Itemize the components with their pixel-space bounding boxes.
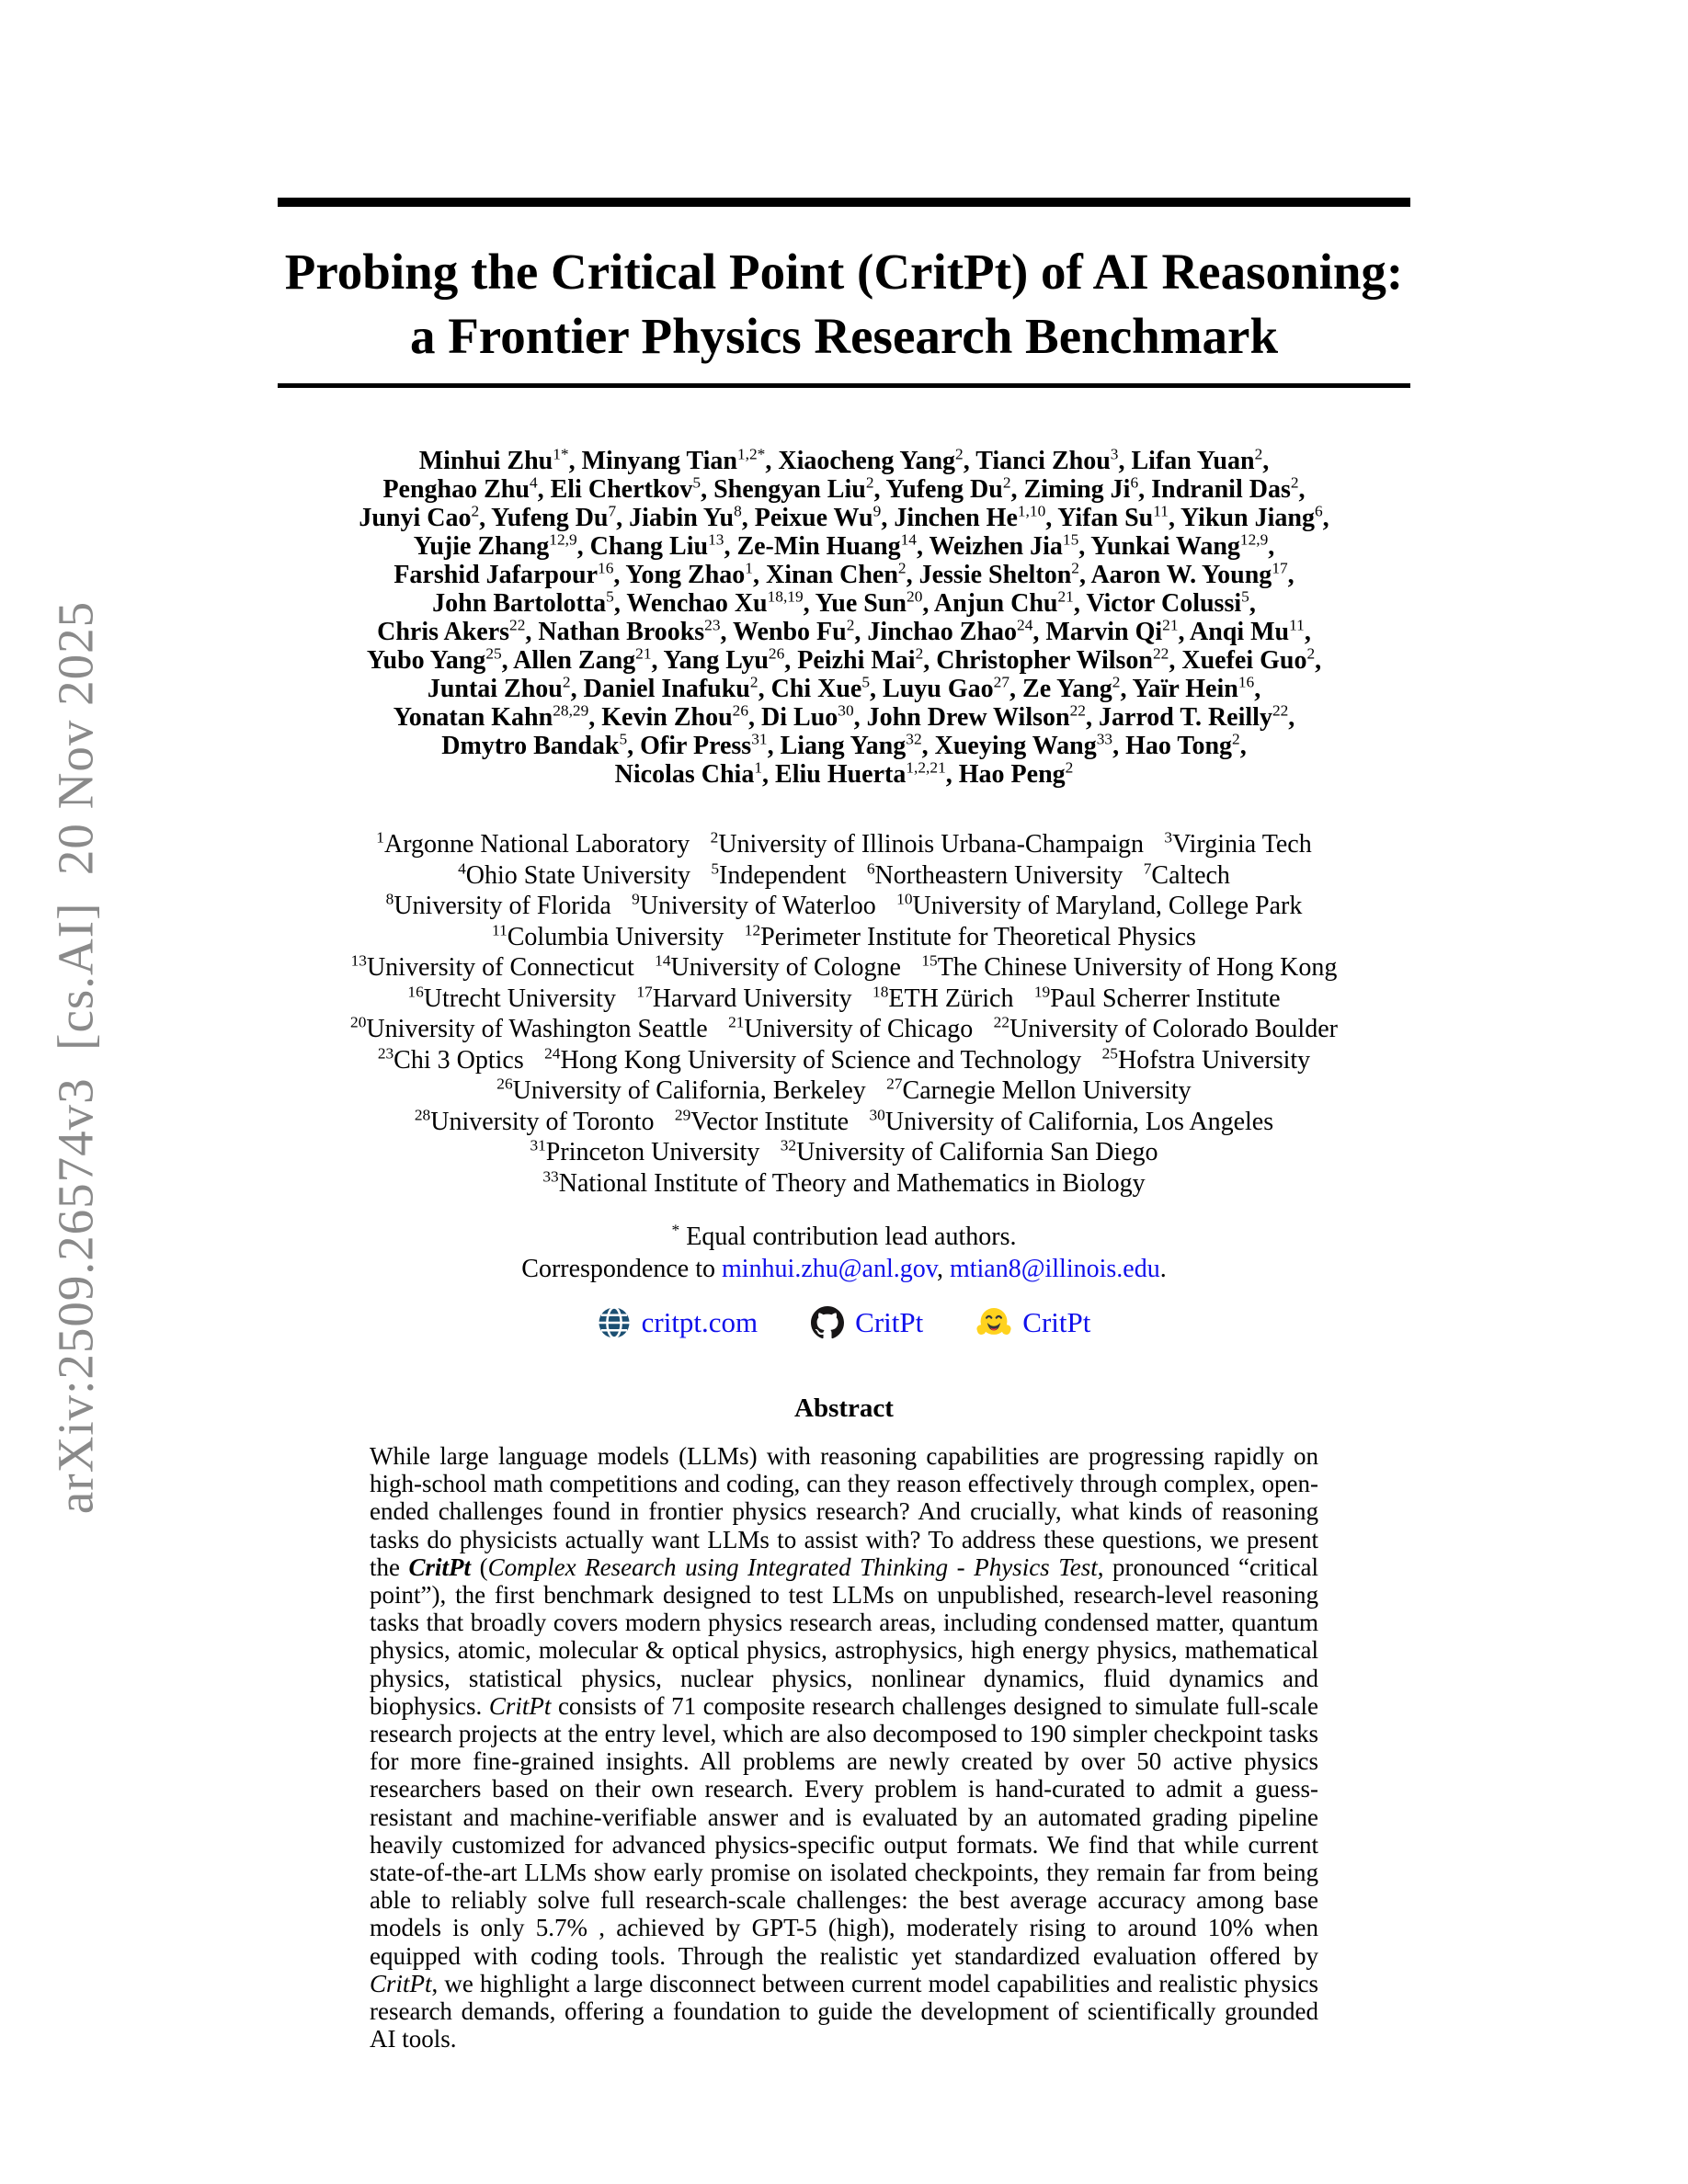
author-name: Weizhen Jia$^{15}$ [929, 530, 1079, 561]
author-name: Chang Liu$^{13}$ [589, 530, 724, 561]
author-affiliation-superscript: 2 [1002, 473, 1011, 492]
affiliation-line [278, 891, 1410, 922]
affiliation: $^{32}$University of California San Diego [780, 1136, 1158, 1166]
abstract-segment: CritPt [408, 1553, 472, 1581]
affiliation-number-superscript: 10 [896, 890, 913, 908]
affiliation-number-superscript: 11 [492, 921, 508, 939]
affiliation-number-superscript: 21 [728, 1013, 745, 1031]
abstract-text [370, 1442, 1318, 2053]
author-affiliation-superscript: 12,9 [549, 530, 577, 549]
equal-contribution-note [278, 1221, 1410, 1253]
author-name: Nicolas Chia$^1$ [614, 758, 763, 789]
author-name: Shengyan Liu$^2$ [713, 473, 874, 504]
author-name: Wenbo Fu$^2$ [733, 616, 855, 646]
author-affiliation-superscript: 5 [606, 587, 614, 606]
affiliation-number-superscript: 3 [1164, 828, 1173, 847]
author-affiliation-superscript: 16 [598, 559, 614, 577]
author-affiliation-superscript: 2 [1254, 445, 1263, 463]
author-name: Yufeng Du$^2$ [885, 473, 1011, 504]
affiliation: $^9$University of Waterloo [632, 890, 876, 920]
author-affiliation-superscript: 28,29 [553, 701, 589, 720]
author-affiliation-superscript: 21 [1057, 587, 1074, 606]
affiliation-list [278, 829, 1410, 1199]
author-name: Ze Yang$^2$ [1022, 673, 1121, 703]
author-affiliation-superscript: 2 [749, 673, 758, 691]
author-affiliation-superscript: 22 [1152, 644, 1169, 663]
author-affiliation-superscript: 32 [906, 730, 922, 748]
affiliation: $^{27}$Carnegie Mellon University [886, 1075, 1192, 1105]
author-name: Hao Tong$^2$ [1125, 730, 1240, 760]
author-affiliation-superscript: 26 [732, 701, 749, 720]
affiliation: $^{21}$University of Chicago [728, 1013, 974, 1043]
author-affiliation-superscript: 21 [635, 644, 652, 663]
author-affiliation-superscript: 20 [907, 587, 923, 606]
author-affiliation-superscript: 18,19 [767, 587, 804, 606]
affiliation: $^{20}$University of Washington Seattle [350, 1013, 708, 1043]
author-affiliation-superscript: 22 [1069, 701, 1086, 720]
author-name: Tianci Zhou$^3$ [975, 445, 1119, 475]
affiliation: $^5$Independent [711, 859, 847, 890]
author-affiliation-superscript: 6 [1314, 502, 1323, 520]
author-name: Luyu Gao$^{27}$ [883, 673, 1010, 703]
author-line: Chris Akers$^{22}$, Nathan Brooks$^{23}$, Wenbo Fu$^2$, Jinchao Zhao$^{24}$, Marvin Qi$^{21}$, Anqi Mu$^{11}$, [377, 616, 1311, 646]
author-name: Juntai Zhou$^2$ [427, 673, 571, 703]
correspondence-prefix: Correspondence to [521, 1255, 722, 1283]
affiliation: $^{30}$University of California, Los Angeles [869, 1106, 1274, 1136]
author-affiliation-superscript: 1* [553, 445, 569, 463]
author-affiliation-superscript: 16 [1237, 673, 1255, 691]
author-name: Jiabin Yu$^8$ [629, 502, 742, 532]
author-name: Yujie Zhang$^{12,9}$ [413, 530, 577, 561]
author-name: Peizhi Mai$^2$ [797, 644, 924, 675]
affiliation-line [278, 922, 1410, 953]
website-link[interactable] [598, 1306, 758, 1339]
author-name: Yubo Yang$^{25}$ [366, 644, 502, 675]
author-affiliation-superscript: 5 [1241, 587, 1249, 606]
author-name: Victor Colussi$^5$ [1086, 587, 1249, 618]
author-name: Yue Sun$^{20}$ [815, 587, 923, 618]
paper-title [278, 240, 1410, 369]
author-name: Jarrod T. Reilly$^{22}$ [1098, 701, 1289, 732]
author-name: Minhui Zhu$^{1*}$ [418, 445, 569, 475]
affiliation-number-superscript: 22 [993, 1013, 1010, 1031]
affiliation-number-superscript: 27 [886, 1075, 903, 1093]
author-name: Eli Chertkov$^5$ [550, 473, 701, 504]
author-affiliation-superscript: 9 [873, 502, 882, 520]
affiliation: $^7$Caltech [1143, 859, 1230, 890]
affiliation-line [278, 1107, 1410, 1138]
globe-icon [598, 1306, 631, 1339]
affiliation: $^{25}$Hofstra University [1101, 1044, 1311, 1075]
author-affiliation-superscript: 2 [846, 616, 855, 634]
affiliation: $^{28}$University of Toronto [414, 1106, 655, 1136]
abstract-segment: CritPt [488, 1691, 552, 1720]
author-name: Ziming Ji$^6$ [1023, 473, 1139, 504]
author-affiliation-superscript: 1,10 [1017, 502, 1046, 520]
paper-content [278, 0, 1410, 2053]
github-link-label: CritPt [855, 1306, 924, 1338]
affiliation: $^{13}$University of Connecticut [350, 951, 634, 982]
author-name: Hao Peng$^2$ [958, 758, 1074, 789]
affiliation-number-superscript: 31 [530, 1136, 546, 1155]
paper-title-line2: a Frontier Physics Research Benchmark [409, 308, 1279, 364]
title-rule-top [278, 198, 1410, 207]
abstract-segment: While large language models (LLMs) with reasoning capabilities are progressing rapidly on high-school math competitions and coding, can they reason effectively through complex, open-ended challenges found in frontier physics research? And crucially, what kinds of reasoning tasks do physicists actually want LLMs to assist with? To address these questions, we present the [370, 1442, 1318, 1581]
author-name: John Bartolotta$^5$ [432, 587, 614, 618]
affiliation-number-superscript: 19 [1033, 983, 1051, 1001]
affiliation-number-superscript: 13 [350, 951, 367, 970]
author-line: Yujie Zhang$^{12,9}$, Chang Liu$^{13}$, Ze-Min Huang$^{14}$, Weizhen Jia$^{15}$, Yunkai Wang$^{12,9}$, [413, 530, 1275, 561]
huggingface-link-label: CritPt [1022, 1306, 1091, 1338]
affiliation: $^{29}$Vector Institute [674, 1106, 850, 1136]
author-name: Yufeng Du$^7$ [491, 502, 617, 532]
affiliation: $^8$University of Florida [385, 890, 611, 920]
author-line: Junyi Cao$^2$, Yufeng Du$^7$, Jiabin Yu$^8$, Peixue Wu$^9$, Jinchen He$^{1,10}$, Yifan Su$^{11}$, Yikun Jiang$^6$, [359, 502, 1329, 532]
affiliation-number-superscript: 16 [407, 983, 424, 1001]
huggingface-link[interactable] [976, 1305, 1090, 1340]
affiliation-number-superscript: 9 [632, 890, 640, 908]
author-affiliation-superscript: 15 [1062, 530, 1079, 549]
affiliation: $^{10}$University of Maryland, College Park [896, 890, 1303, 920]
website-link-label: critpt.com [641, 1306, 758, 1338]
affiliation: $^1$Argonne National Laboratory [376, 828, 690, 859]
abstract-segment: , we highlight a large disconnect between current model capabilities and realistic physics research demands, offering a foundation to guide the development of scientifically grounded AI tools. [370, 1969, 1318, 2053]
abstract-segment: consists of 71 composite research challenges designed to simulate full-scale research projects at the entry level, which are also decomposed to 190 simpler checkpoint tasks for more fine-grained insights. All problems are newly created by over 50 active physics researchers based on their own research. Every problem is hand-curated to admit a guess-resistant and machine-verifiable answer and is evaluated by an automated grading pipeline heavily customized for advanced physics-specific output formats. We find that while current state-of-the-art LLMs show early promise on isolated checkpoints, they remain far from being able to reliably solve full research-scale challenges: the best average accuracy among base models is only 5.7% , achieved by GPT-5 (high), moderately rising to around 10% when equipped with coding tools. Through the realistic yet standardized evaluation offered by [370, 1691, 1318, 1970]
author-name: Yunkai Wang$^{12,9}$ [1090, 530, 1269, 561]
author-name: Minyang Tian$^{1,2*}$ [581, 445, 766, 475]
correspondence-note [278, 1253, 1410, 1285]
affiliation-number-superscript: 6 [866, 859, 875, 878]
affiliation: $^2$University of Illinois Urbana-Champaign [710, 828, 1145, 859]
author-affiliation-superscript: 2 [955, 445, 964, 463]
author-name: Chris Akers$^{22}$ [377, 616, 526, 646]
author-name: Allen Zang$^{21}$ [513, 644, 652, 675]
author-name: Jinchao Zhao$^{24}$ [867, 616, 1033, 646]
author-affiliation-superscript: 24 [1017, 616, 1033, 634]
author-name: Yonatan Kahn$^{28,29}$ [393, 701, 589, 732]
author-affiliation-superscript: 2 [1232, 730, 1240, 748]
abstract-heading: Abstract [794, 1393, 894, 1423]
title-rule-bottom [278, 383, 1410, 388]
external-links-row [278, 1305, 1410, 1340]
affiliation-number-superscript: 32 [780, 1136, 797, 1155]
affiliation: $^{12}$Perimeter Institute for Theoretical Physics [744, 921, 1196, 951]
affiliation-number-superscript: 24 [544, 1044, 561, 1063]
author-affiliation-superscript: 2 [1112, 673, 1121, 691]
author-affiliation-superscript: 23 [704, 616, 721, 634]
author-affiliation-superscript: 27 [993, 673, 1010, 691]
affiliation-number-superscript: 8 [385, 890, 394, 908]
affiliation-number-superscript: 12 [744, 921, 761, 939]
author-name: John Drew Wilson$^{22}$ [866, 701, 1086, 732]
paper-title-line1: Probing the Critical Point (CritPt) of AI Reasoning: [284, 244, 1404, 300]
author-line: Nicolas Chia$^1$, Eliu Huerta$^{1,2,21}$, Hao Peng$^2$ [614, 758, 1074, 789]
affiliation-number-superscript: 25 [1101, 1044, 1118, 1063]
author-name: Ofir Press$^{31}$ [640, 730, 768, 760]
author-name: Yaïr Hein$^{16}$ [1132, 673, 1255, 703]
affiliation-line [278, 952, 1410, 984]
author-line: Juntai Zhou$^2$, Daniel Inafuku$^2$, Chi Xue$^5$, Luyu Gao$^{27}$, Ze Yang$^2$, Yaïr Hein$^{16}$, [427, 673, 1261, 703]
github-icon [811, 1306, 844, 1339]
author-line: Dmytro Bandak$^5$, Ofir Press$^{31}$, Liang Yang$^{32}$, Xueying Wang$^{33}$, Hao Tong$^2$, [441, 730, 1247, 760]
author-name: Yifan Su$^{11}$ [1057, 502, 1169, 532]
author-list [278, 447, 1410, 789]
email-link-secondary[interactable]: mtian8@illinois.edu [949, 1255, 1160, 1283]
affiliation: $^{23}$Chi 3 Optics [377, 1044, 524, 1075]
affiliation: $^{31}$Princeton University [530, 1136, 760, 1166]
author-name: Yang Lyu$^{26}$ [663, 644, 785, 675]
affiliation: $^{19}$Paul Scherrer Institute [1033, 983, 1281, 1013]
affiliation-number-superscript: 5 [711, 859, 720, 878]
author-affiliation-superscript: 30 [838, 701, 854, 720]
email-link-primary[interactable]: minhui.zhu@anl.gov [721, 1255, 937, 1283]
author-name: Peixue Wu$^9$ [754, 502, 882, 532]
affiliation-number-superscript: 1 [376, 828, 384, 847]
author-affiliation-superscript: 1 [754, 758, 763, 777]
author-affiliation-superscript: 3 [1110, 445, 1119, 463]
author-name: Wenchao Xu$^{18,19}$ [626, 587, 804, 618]
affiliation: $^{17}$Harvard University [636, 983, 852, 1013]
affiliation-line [278, 1168, 1410, 1200]
author-name: Xuefei Guo$^2$ [1181, 644, 1316, 675]
author-affiliation-superscript: 1 [745, 559, 753, 577]
abstract-segment: , pronounced “critical point”), the first benchmark designed to test LLMs on unpublished, research-level reasoning tasks that broadly covers modern physics research areas, including condensed matter, quantum physics, atomic, molecular & optical physics, astrophysics, high energy physics, mathematical physics, statistical physics, nuclear physics, nonlinear dynamics, fluid dynamics and biophysics. [370, 1553, 1318, 1720]
author-name: Yikun Jiang$^6$ [1180, 502, 1323, 532]
author-name: Jinchen He$^{1,10}$ [894, 502, 1046, 532]
author-line: Farshid Jafarpour$^{16}$, Yong Zhao$^1$, Xinan Chen$^2$, Jessie Shelton$^2$, Aaron W. Young$^{17}$, [393, 559, 1295, 589]
affiliation-line [278, 860, 1410, 892]
author-affiliation-superscript: 12,9 [1239, 530, 1269, 549]
author-name: Dmytro Bandak$^5$ [441, 730, 628, 760]
abstract-segment: ( [471, 1553, 488, 1581]
affiliation-number-superscript: 15 [921, 951, 938, 970]
affiliation-number-superscript: 2 [710, 828, 719, 847]
affiliation: $^6$Northeastern University [866, 859, 1123, 890]
author-name: Xiaocheng Yang$^2$ [778, 445, 964, 475]
author-affiliation-superscript: 8 [734, 502, 742, 520]
author-affiliation-superscript: 14 [900, 530, 917, 549]
affiliation: $^{18}$ETH Zürich [873, 983, 1014, 1013]
affiliation-number-superscript: 4 [458, 859, 466, 878]
author-affiliation-superscript: 5 [861, 673, 871, 691]
affiliation-number-superscript: 18 [873, 983, 889, 1001]
affiliation: $^3$Virginia Tech [1164, 828, 1312, 859]
correspondence-suffix: . [1159, 1255, 1167, 1283]
affiliation: $^{33}$National Institute of Theory and Mathematics in Biology [542, 1167, 1146, 1198]
author-affiliation-superscript: 2 [865, 473, 874, 492]
author-name: Indranil Das$^2$ [1151, 473, 1299, 504]
author-affiliation-superscript: 2 [1290, 473, 1299, 492]
author-line: Yubo Yang$^{25}$, Allen Zang$^{21}$, Yang Lyu$^{26}$, Peizhi Mai$^2$, Christopher Wilson$^{22}$, Xuefei Guo$^2$, [366, 644, 1322, 675]
affiliation-number-superscript: 26 [496, 1075, 513, 1093]
affiliation-line [278, 1045, 1410, 1076]
affiliation-number-superscript: 23 [377, 1044, 394, 1063]
abstract-segment: CritPt [370, 1969, 432, 1997]
author-name: Chi Xue$^5$ [770, 673, 871, 703]
affiliation-number-superscript: 7 [1143, 859, 1152, 878]
affiliation-number-superscript: 20 [350, 1013, 367, 1031]
author-affiliation-superscript: 11 [1153, 502, 1169, 520]
arxiv-watermark [0, 601, 163, 1568]
author-affiliation-superscript: 1,2,21 [906, 758, 946, 777]
affiliation-line [278, 1075, 1410, 1107]
author-affiliation-superscript: 25 [485, 644, 502, 663]
affiliation-line [278, 984, 1410, 1015]
author-name: Junyi Cao$^2$ [359, 502, 480, 532]
affiliation-number-superscript: 28 [414, 1106, 431, 1124]
affiliation-number-superscript: 30 [869, 1106, 885, 1124]
author-name: Marvin Qi$^{21}$ [1045, 616, 1179, 646]
author-name: Yong Zhao$^1$ [625, 559, 753, 589]
author-name: Jessie Shelton$^2$ [918, 559, 1079, 589]
author-affiliation-superscript: 21 [1162, 616, 1179, 634]
author-affiliation-superscript: 33 [1096, 730, 1113, 748]
affiliation: $^{11}$Columbia University [492, 921, 724, 951]
author-affiliation-superscript: 5 [692, 473, 701, 492]
author-name: Aaron W. Young$^{17}$ [1090, 559, 1288, 589]
author-name: Nathan Brooks$^{23}$ [538, 616, 721, 646]
affiliation-number-superscript: 14 [655, 951, 671, 970]
author-name: Anjun Chu$^{21}$ [933, 587, 1074, 618]
author-affiliation-superscript: 5 [619, 730, 628, 748]
author-affiliation-superscript: 2 [915, 644, 924, 663]
affiliation-line [278, 1014, 1410, 1045]
author-affiliation-superscript: 7 [608, 502, 617, 520]
affiliation: $^{24}$Hong Kong University of Science and Technology [544, 1044, 1082, 1075]
author-name: Liang Yang$^{32}$ [780, 730, 922, 760]
author-affiliation-superscript: 2 [1306, 644, 1316, 663]
author-line: Minhui Zhu$^{1*}$, Minyang Tian$^{1,2*}$, Xiaocheng Yang$^2$, Tianci Zhou$^3$, Lifan Yuan$^2$, [418, 445, 1270, 475]
affiliation-line [278, 829, 1410, 860]
author-name: Anqi Mu$^{11}$ [1189, 616, 1305, 646]
author-name: Farshid Jafarpour$^{16}$ [393, 559, 614, 589]
author-affiliation-superscript: 31 [751, 730, 768, 748]
author-affiliation-superscript: 2 [1065, 758, 1074, 777]
author-name: Di Luo$^{30}$ [761, 701, 854, 732]
github-link[interactable] [811, 1306, 923, 1339]
author-name: Xueying Wang$^{33}$ [934, 730, 1113, 760]
author-name: Kevin Zhou$^{26}$ [601, 701, 749, 732]
hugging-face-icon [976, 1305, 1011, 1340]
affiliation: $^4$Ohio State University [458, 859, 690, 890]
affiliation-number-superscript: 17 [636, 983, 653, 1001]
author-line: John Bartolotta$^5$, Wenchao Xu$^{18,19}$, Yue Sun$^{20}$, Anjun Chu$^{21}$, Victor Colussi$^5$, [432, 587, 1256, 618]
author-affiliation-superscript: 2 [897, 559, 907, 577]
email-separator: , [936, 1255, 950, 1283]
affiliation-number-superscript: 33 [542, 1167, 559, 1186]
author-line: Penghao Zhu$^4$, Eli Chertkov$^5$, Shengyan Liu$^2$, Yufeng Du$^2$, Ziming Ji$^6$, Indranil Das$^2$, [382, 473, 1306, 504]
author-affiliation-superscript: 4 [529, 473, 538, 492]
author-name: Ze-Min Huang$^{14}$ [736, 530, 917, 561]
author-line: Yonatan Kahn$^{28,29}$, Kevin Zhou$^{26}$, Di Luo$^{30}$, John Drew Wilson$^{22}$, Jarrod T. Reilly$^{22}$, [393, 701, 1295, 732]
author-affiliation-superscript: 13 [708, 530, 724, 549]
equal-contribution-marker: * [671, 1221, 680, 1239]
affiliation: $^{22}$University of Colorado Boulder [993, 1013, 1338, 1043]
author-name: Xinan Chen$^2$ [765, 559, 907, 589]
author-affiliation-superscript: 22 [509, 616, 526, 634]
equal-contribution-text: Equal contribution lead authors. [679, 1223, 1017, 1251]
author-name: Daniel Inafuku$^2$ [583, 673, 758, 703]
author-affiliation-superscript: 17 [1272, 559, 1288, 577]
author-name: Eliu Huerta$^{1,2,21}$ [775, 758, 946, 789]
author-name: Penghao Zhu$^4$ [382, 473, 538, 504]
author-affiliation-superscript: 6 [1130, 473, 1139, 492]
affiliation: $^{26}$University of California, Berkeley [496, 1075, 866, 1105]
abstract-segment: Complex Research using Integrated Thinking - Physics Test [487, 1553, 1098, 1581]
affiliation: $^{15}$The Chinese University of Hong Kong [921, 951, 1338, 982]
author-affiliation-superscript: 11 [1289, 616, 1305, 634]
affiliation: $^{16}$Utrecht University [407, 983, 616, 1013]
author-affiliation-superscript: 1,2* [736, 445, 766, 463]
author-affiliation-superscript: 2 [471, 502, 480, 520]
arxiv-watermark-text: arXiv:2509.26574v3 [cs.AI] 20 Nov 2025 [47, 600, 104, 1515]
author-name: Christopher Wilson$^{22}$ [936, 644, 1169, 675]
author-affiliation-superscript: 22 [1272, 701, 1289, 720]
affiliation-line [278, 1137, 1410, 1168]
author-affiliation-superscript: 2 [1071, 559, 1079, 577]
author-name: Lifan Yuan$^2$ [1131, 445, 1263, 475]
affiliation: $^{14}$University of Cologne [655, 951, 901, 982]
author-affiliation-superscript: 26 [768, 644, 785, 663]
author-affiliation-superscript: 2 [562, 673, 571, 691]
affiliation-number-superscript: 29 [674, 1106, 691, 1124]
